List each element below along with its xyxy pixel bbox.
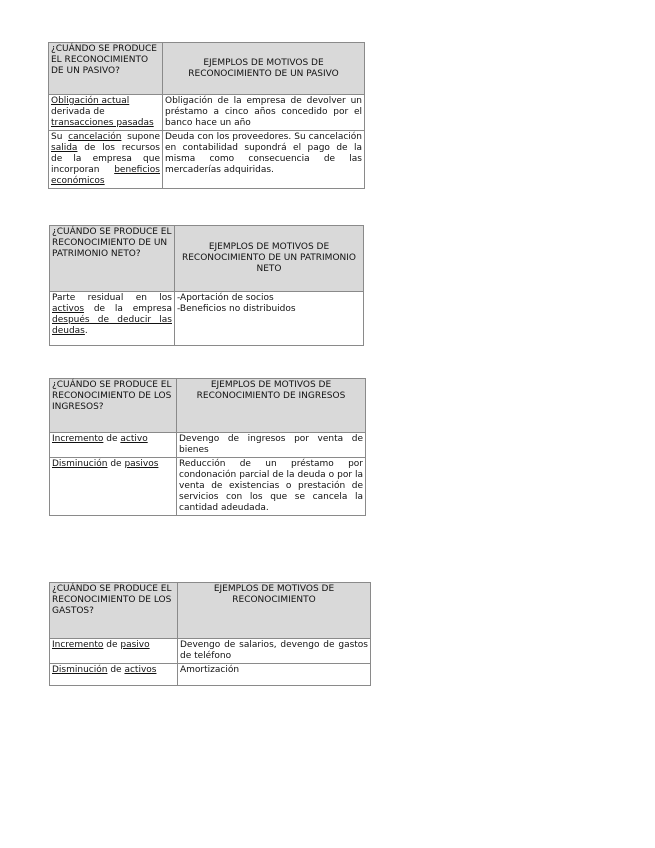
table-header-row	[50, 583, 371, 639]
condition-text: Parte residual en los	[52, 293, 172, 303]
condition-term: pasivo	[120, 640, 150, 650]
condition-term: beneficios económicos	[51, 165, 160, 186]
table-row	[50, 433, 366, 458]
condition-text: de los recursos de la empresa que incorporan	[51, 143, 160, 175]
condition-text: supone	[121, 132, 161, 142]
condition-cell	[50, 292, 175, 346]
table-header-row	[49, 43, 365, 95]
table-pasivo	[48, 42, 365, 189]
condition-text: de	[107, 459, 125, 469]
table-row	[50, 664, 371, 686]
table-row	[50, 639, 371, 664]
header-question: ¿CUÁNDO SE PRODUCE EL RECONOCIMIENTO DE UN PASIVO?	[49, 43, 163, 95]
condition-cell	[50, 664, 178, 686]
table-row	[49, 131, 365, 189]
condition-term: Incremento	[52, 434, 104, 444]
table-ingresos	[49, 378, 366, 516]
header-examples: EJEMPLOS DE MOTIVOS DE RECONOCIMIENTO	[178, 583, 371, 639]
condition-text: Su	[51, 132, 69, 142]
table-gastos	[49, 582, 371, 686]
condition-term: activo	[120, 434, 148, 444]
condition-term: Obligación actual	[51, 96, 130, 106]
example-cell: Devengo de ingresos por venta de bienes	[177, 433, 366, 458]
example-cell: Reducción de un préstamo por condonación parcial de la deuda o por la venta de existencias o prestación de servicios con los que se cancela la cantidad adeudada.	[177, 458, 366, 516]
condition-term: cancelación	[68, 132, 122, 142]
header-examples: EJEMPLOS DE MOTIVOS DE RECONOCIMIENTO DE UN PATRIMONIO NETO	[175, 226, 364, 292]
condition-term: Incremento	[52, 640, 104, 650]
header-question: ¿CUÁNDO SE PRODUCE EL RECONOCIMIENTO DE LOS INGRESOS?	[50, 379, 177, 433]
condition-text: de la empresa	[84, 304, 172, 314]
condition-term: Disminución	[52, 665, 108, 675]
condition-text: de	[103, 434, 121, 444]
condition-term: pasivos	[124, 459, 159, 469]
condition-text: de	[107, 665, 125, 675]
table-row	[50, 292, 364, 346]
condition-cell	[50, 639, 178, 664]
condition-term: activos	[124, 665, 157, 675]
example-cell: Obligación de la empresa de devolver un préstamo a cinco años concedido por el banco hace un año	[163, 95, 365, 131]
condition-cell	[50, 433, 177, 458]
condition-text: derivada de	[51, 107, 105, 117]
table-row	[50, 458, 366, 516]
header-examples: EJEMPLOS DE MOTIVOS DE RECONOCIMIENTO DE INGRESOS	[177, 379, 366, 433]
condition-term: después de deducir las deudas	[52, 315, 172, 336]
condition-term: activos	[52, 304, 85, 314]
condition-text: .	[84, 326, 88, 336]
table-header-row	[50, 379, 366, 433]
condition-cell	[49, 95, 163, 131]
header-question: ¿CUÁNDO SE PRODUCE EL RECONOCIMIENTO DE UN PATRIMONIO NETO?	[50, 226, 175, 292]
condition-cell	[50, 458, 177, 516]
example-cell: Devengo de salarios, devengo de gastos de teléfono	[178, 639, 371, 664]
example-cell: Amortización	[178, 664, 371, 686]
condition-term: transacciones pasadas	[51, 118, 154, 128]
example-cell: Deuda con los proveedores. Su cancelación en contabilidad supondrá el pago de la misma como consecuencia de las mercaderías adquiridas.	[163, 131, 365, 189]
header-examples: EJEMPLOS DE MOTIVOS DE RECONOCIMIENTO DE UN PASIVO	[163, 43, 365, 95]
example-cell: -Aportación de socios -Beneficios no distribuidos	[175, 292, 364, 346]
table-row	[49, 95, 365, 131]
table-header-row	[50, 226, 364, 292]
condition-term: salida	[51, 143, 78, 153]
table-patrimonio-neto	[49, 225, 364, 346]
condition-cell	[49, 131, 163, 189]
header-question: ¿CUÁNDO SE PRODUCE EL RECONOCIMIENTO DE LOS GASTOS?	[50, 583, 178, 639]
condition-text: de	[103, 640, 121, 650]
condition-term: Disminución	[52, 459, 108, 469]
